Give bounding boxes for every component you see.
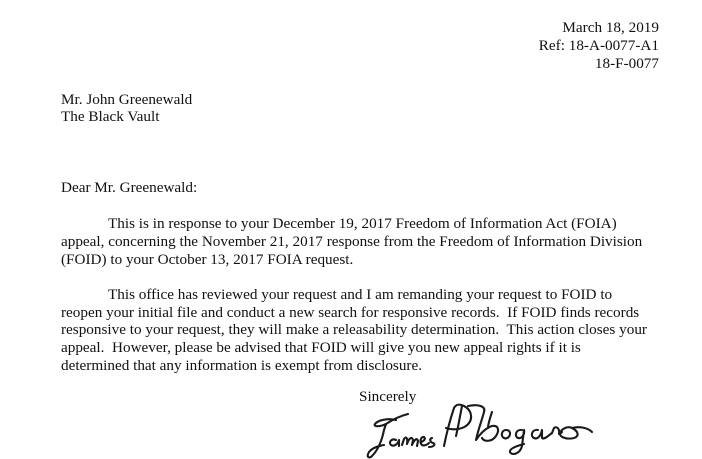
signature-drawing — [366, 400, 596, 459]
salutation: Dear Mr. Greenewald: — [61, 179, 198, 196]
paragraph-2-line: determined that any information is exempt from disclosure. — [61, 357, 423, 374]
paragraph-1-line: (FOID) to your October 13, 2017 FOIA request. — [61, 251, 354, 268]
recipient-name: Mr. John Greenewald — [61, 91, 193, 108]
paragraph-1-line: This is in response to your December 19, 2017 Freedom of Information Act (FOIA) — [108, 215, 617, 232]
letter-date: March 18, 2019 — [562, 19, 659, 36]
paragraph-2-line: appeal. However, please be advised that FOID will give you new appeal rights if it is — [61, 339, 581, 356]
reference-number: Ref: 18-A-0077-A1 — [538, 37, 659, 54]
recipient-organization: The Black Vault — [61, 108, 160, 125]
paragraph-2-line: reopen your initial file and conduct a new search for responsive records. If FOID finds records — [61, 304, 640, 321]
paragraph-1-line: appeal, concerning the November 21, 2017 response from the Freedom of Information Division — [61, 233, 643, 250]
closing: Sincerely — [359, 388, 417, 405]
case-number: 18-F-0077 — [594, 55, 659, 72]
paragraph-2-line: responsive to your request, they will make a releasability determination. This action closes your — [61, 321, 647, 338]
handwritten-signature — [366, 400, 596, 459]
paragraph-2-line: This office has reviewed your request and I am remanding your request to FOID to — [108, 286, 613, 303]
